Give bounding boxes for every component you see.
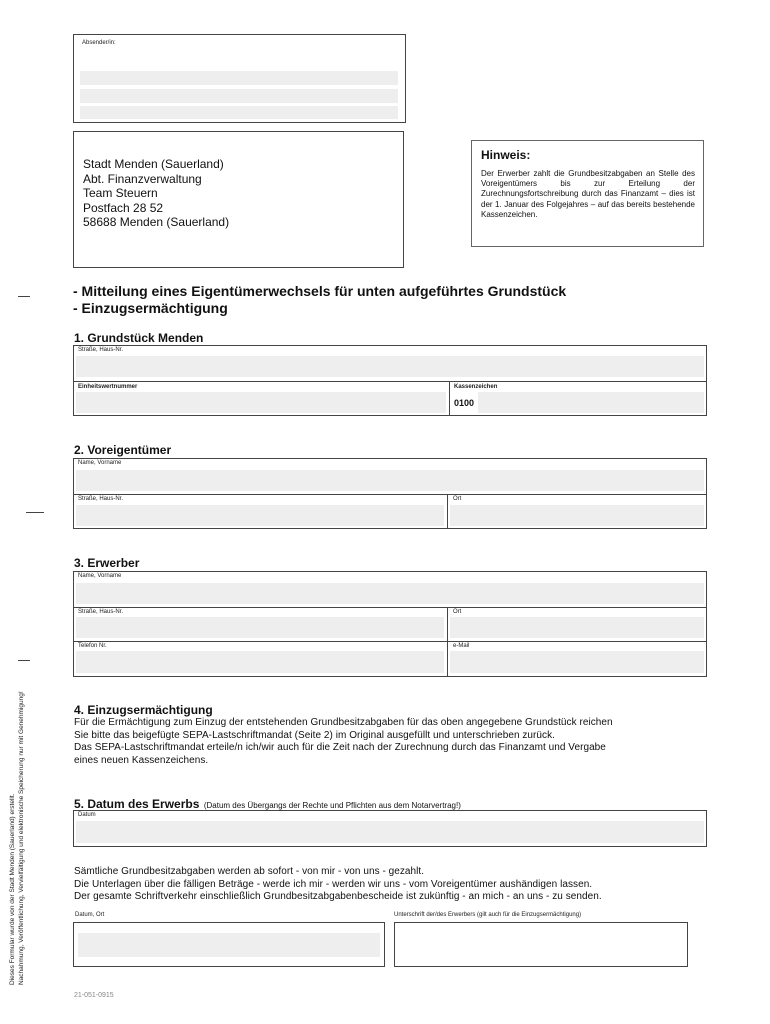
phone-label: Telefon Nr. <box>78 643 107 649</box>
section3-title: 3. Erwerber <box>74 556 140 570</box>
name-label: Name, Vorname <box>78 460 122 466</box>
acquisition-date-field[interactable] <box>76 821 704 843</box>
sender-label: Absender/in: <box>82 40 116 46</box>
section3-email-field[interactable] <box>450 651 704 673</box>
closing-text <box>74 866 714 904</box>
section2-title: 2. Voreigentümer <box>74 443 172 457</box>
section1-title: 1. Grundstück Menden <box>74 331 204 345</box>
email-label: e-Mail <box>453 643 470 649</box>
notice-title: Hinweis: <box>481 148 531 162</box>
section4-line: Das SEPA-Lastschriftmandat erteile/n ich/wir auch für die Zeit nach der Zurechnung durch das Finanzamt und Vergabe <box>74 742 606 753</box>
row-divider <box>74 607 706 608</box>
section1-unit-number-field[interactable] <box>76 392 446 413</box>
recipient-box <box>73 131 404 268</box>
fold-mark <box>18 296 30 297</box>
section2-street-field[interactable] <box>76 505 444 526</box>
sender-field-2[interactable] <box>80 89 398 103</box>
section5-title: 5. Datum des Erwerbs <box>74 797 200 811</box>
section4-line: Für die Ermächtigung zum Einzug der entstehenden Grundbesitzabgaben für das oben angegebene Grundstück reichen <box>74 717 613 728</box>
column-divider <box>447 607 448 676</box>
side-note-line1: Dieses Formular wurde von der Stadt Menden (Sauerland) erstellt. <box>9 793 16 985</box>
column-divider <box>447 494 448 528</box>
recipient-line: Abt. Finanzverwaltung <box>83 171 202 186</box>
section3-city-field[interactable] <box>450 617 704 638</box>
section4-line: eines neuen Kassenzeichens. <box>74 754 209 766</box>
unit-number-label: Einheitswertnummer <box>78 384 138 390</box>
section4-text <box>74 717 714 767</box>
place-date-label: Datum, Ort <box>75 912 105 918</box>
signature-label: Unterschrift der/des Erwerbers (gilt auch für die Einzugsermächtigung) <box>394 912 582 918</box>
notice-box <box>471 140 704 247</box>
street-label: Straße, Haus-Nr. <box>78 347 124 353</box>
document-title-line2: - Einzugsermächtigung <box>73 300 228 316</box>
section4-title: 4. Einzugsermächtigung <box>74 703 213 717</box>
closing-line: Die Unterlagen über die fälligen Beträge - werde ich mir - werden wir uns - vom Voreigentümer aushändigen lassen. <box>74 878 593 890</box>
section3-name-field[interactable] <box>76 583 704 604</box>
side-note-line2: Nachahmung, Veröffentlichung, Vervielfältigung und elektronische Speicherung nur mit Genehmigung! <box>18 691 25 985</box>
name-label: Name, Vorname <box>78 573 122 579</box>
form-number: 21-051-0915 <box>74 992 114 999</box>
section3-phone-field[interactable] <box>76 651 444 673</box>
street-label: Straße, Haus-Nr. <box>78 496 124 502</box>
row-divider <box>74 494 706 495</box>
closing-line: Der gesamte Schriftverkehr einschließlich Grundbesitzabgabenbescheide ist zukünftig - an mich - an uns - zu senden. <box>74 891 602 902</box>
document-title <box>73 283 566 317</box>
section2-city-field[interactable] <box>450 505 704 526</box>
recipient-line: Stadt Menden (Sauerland) <box>83 157 224 171</box>
recipient-line: 58688 Menden (Sauerland) <box>83 215 230 229</box>
place-date-field[interactable] <box>78 933 380 957</box>
document-title-line1: - Mitteilung eines Eigentümerwechsels für unten aufgeführtes Grundstück <box>73 283 567 299</box>
recipient-line: Team Steuern <box>83 186 158 200</box>
signature-field[interactable] <box>394 922 688 967</box>
row-divider <box>74 381 706 382</box>
sender-field-3[interactable] <box>80 106 398 119</box>
recipient-address <box>83 157 229 230</box>
section1-street-field[interactable] <box>76 356 704 377</box>
street-label: Straße, Haus-Nr. <box>78 609 124 615</box>
cash-label: Kassenzeichen <box>454 384 498 390</box>
notice-text: Der Erwerber zahlt die Grundbesitzabgaben an Stelle des Voreigentümers bis zur Erteilung der Zurechnungsfortschreibung durch das Finanzamt – dies ist der 1. Januar des Folgejahres – auf das bereits bestehende Kassenzeichen. <box>481 169 695 219</box>
fold-mark <box>26 512 44 513</box>
row-divider <box>74 641 706 642</box>
city-label: Ort <box>453 609 462 615</box>
cash-value: 0100 <box>454 398 475 408</box>
section2-name-field[interactable] <box>76 470 704 491</box>
sender-field-1[interactable] <box>80 71 398 85</box>
section3-street-field[interactable] <box>76 617 444 638</box>
date-label: Datum <box>78 812 96 818</box>
closing-line: Sämtliche Grundbesitzabgaben werden ab sofort - von mir - von uns - gezahlt. <box>74 866 425 877</box>
city-label: Ort <box>453 496 462 502</box>
column-divider <box>449 381 450 415</box>
section5-subtitle: (Datum des Übergangs der Rechte und Pflichten aus dem Notarvertrag!) <box>203 801 461 810</box>
side-note <box>8 645 26 985</box>
section4-line: Sie bitte das beigefügte SEPA-Lastschriftmandat (Seite 2) im Original ausgefüllt und unterschrieben zurück. <box>74 729 555 741</box>
recipient-line: Postfach 28 52 <box>83 200 164 215</box>
section1-cash-field[interactable] <box>478 392 704 413</box>
